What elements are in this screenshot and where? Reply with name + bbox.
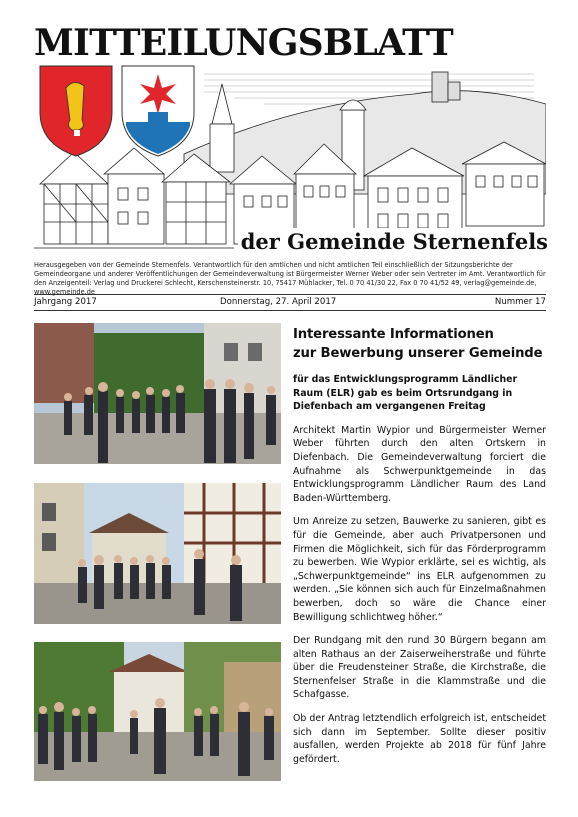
article (293, 326, 546, 776)
article-paragraph: Der Rundgang mit den rund 30 Bürgern begann am alten Rathaus an der Zaiserweiherstraße und führte über die Freudensteiner Straße, die Kirchstraße, die Sternenfelser Straße in die Klammstraße und die Schafgasse. (293, 635, 546, 701)
article-headline (293, 326, 546, 363)
crest-red-icon (40, 66, 112, 156)
divider-top (34, 294, 546, 295)
photo-tour-group-street (34, 483, 281, 624)
article-lead: für das Entwicklungsprogramm Ländlicher Raum (ELR) gab es beim Ortsrundgang in Diefenbach am vergangenen Freitag (293, 374, 518, 413)
publisher-note: Herausgegeben von der Gemeinde Sternenfels. Verantwortlich für den amtlichen und nicht amtlichen Teil einschließlich der Sitzungsberichte der Gemeindeorgane und anderer Veröffentlichungen der Gemeindeverwaltung ist Bürgermeister Werner Weber oder sein Vertreter im Amt. Verantwortlich für den Anzeigenteil: Verlag und Druckerei Schlecht, Kerschensteinerstr. 10, 75417 Mühlacker, Tel. 0 70 41/30 22, Fax 0 70 41/52 49, verlag@gemeinde.de, www.gemeinde.de (34, 261, 546, 296)
article-paragraph: Ob der Antrag letztendlich erfolgreich ist, entscheidet sich dann im September. Sollte dieser positiv ausfallen, werden Projekte ab 2018 für fünf Jahre gefördert. (293, 713, 546, 765)
article-headline-line2: zur Bewerbung unserer Gemeinde (293, 345, 543, 361)
issue-volume: Jahrgang 2017 (34, 297, 97, 307)
issue-number: Nummer 17 (494, 297, 546, 307)
article-headline-line1: Interessante Informationen (293, 327, 494, 342)
masthead-subtitle: der Gemeinde Sternenfels (238, 228, 548, 256)
article-paragraph: Um Anreize zu setzen, Bauwerke zu sanieren, gibt es für die Gemeinde, aber auch Privatpersonen und Firmen die Möglichkeit, sich für das Förderprogramm zu bewerben. Wie Wypior erklärte, sei es wichtig, als „Schwerpunktgemeinde“ ins ELR aufgenommen zu werden. „Sie können sich auch für Einzelmaßnahmen bewerben, doch so wäre die Chance einer Bewilligung schlichtweg höher.“ (293, 516, 546, 623)
issue-date: Donnerstag, 27. April 2017 (220, 297, 337, 307)
photo-tour-group-square (34, 323, 281, 464)
crest-star-icon (122, 66, 194, 156)
masthead-title: MITTEILUNGSBLATT (34, 22, 453, 64)
issue-info-row (34, 296, 546, 309)
photo-tour-group-lane (34, 642, 281, 781)
divider-bottom (34, 310, 546, 311)
article-paragraph: Architekt Martin Wypior und Bürgermeister Werner Weber führten durch den alten Ortskern in Diefenbach. Die Gemeindeverwaltung forciert die Aufnahme als Schwerpunktgemeinde in das Entwicklungsprogramm Ländlicher Raum des Land Baden-Württemberg. (293, 424, 546, 504)
